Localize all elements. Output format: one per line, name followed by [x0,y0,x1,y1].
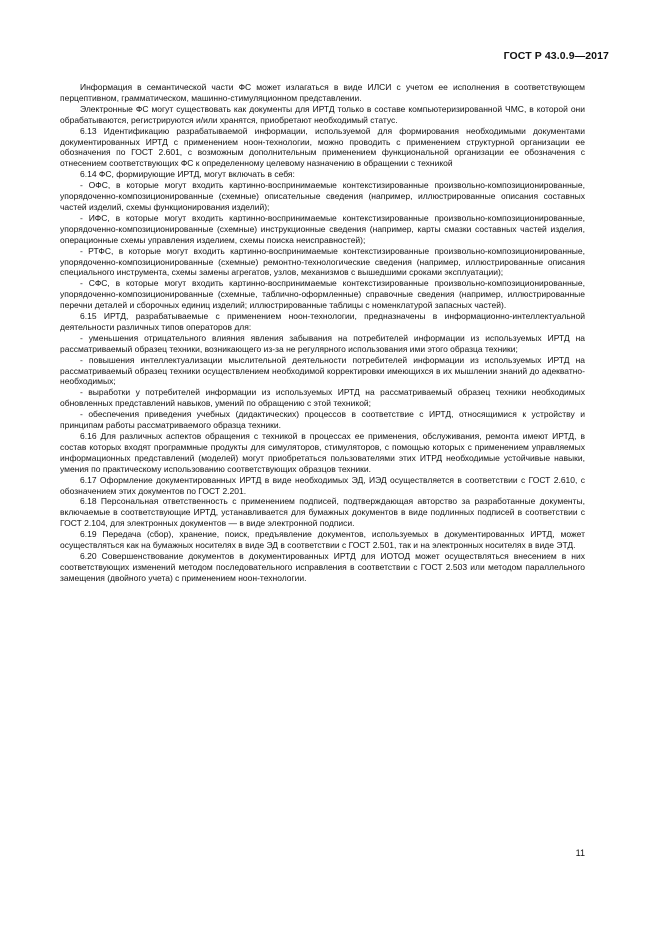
list-item: - уменьшения отрицательного влияния явления забывания на потребителей информации из используемых ИРТД на рассматриваемый образец техники, возникающего из-за не регулярного использования ими этого образца техники; [60,332,585,354]
document-body [60,82,585,584]
standard-header: ГОСТ Р 43.0.9—2017 [503,50,609,62]
section-6-13: 6.13 Идентификацию разрабатываемой информации, используемой для формирования необходимыми документами документированных ИРТД с применением ноон-технологии, можно проводить с применением структурной организации ее обозначения по ГОСТ 2.601, с возможным дополнительным применением функциональной организации ее обозначения с отнесением соответствующих ФС к определенному целевому назначению в обращении с техникой [60,125,585,169]
list-item-rtfs: - РТФС, в которые могут входить картинно-воспринимаемые контекстизированные произвольно-композиционированные, упорядоченно-композиционированные (схемные) ремонтно-технологические сведения (например, иллюстрированные описания специального инструмента, схемы замены агрегатов, узлов, механизмов с вышедшими сроками эксплуатации); [60,245,585,278]
list-item-ifs: - ИФС, в которые могут входить картинно-воспринимаемые контекстизированные произвольно-композиционированные, упорядоченно-композиционированные (схемные) инструкционные сведения (например, карты смазки составных частей изделия, операционные схемы управления изделием, схемы поиска неисправностей); [60,212,585,245]
section-6-16: 6.16 Для различных аспектов обращения с техникой в процессах ее применения, обслуживания, ремонта имеют ИРТД, в состав которых входят программные продукты для симуляторов, стимуляторов, с помощью которых с применением управляемых информационных представлений (моделей) могут приобретаться пользователями этих ИТРД необходимые устойчивые навыки, умения по практическому использованию соответствующих образцов техники. [60,431,585,474]
section-6-18: 6.18 Персональная ответственность с применением подписей, подтверждающая авторство за разработанные документы, включаемые в соответствующие ИРТД, устанавливается для бумажных документов в виде подлинных подписей в соответствии с ГОСТ 2.104, для электронных документов — в виде электронной подписи. [60,496,585,529]
page-number: 11 [575,848,585,858]
list-item: - повышения интеллектуализации мыслительной деятельности потребителей информации из используемых ИРТД на рассматриваемый образец техники осуществлением необходимой корректировки имеющихся в их мышлении знаний до адекватно-необходимых; [60,354,585,387]
section-6-17: 6.17 Оформление документированных ИРТД в виде необходимых ЭД, ИЭД осуществляется в соответствии с ГОСТ 2.610, с обозначением этих документов по ГОСТ 2.201. [60,474,585,496]
section-6-20: 6.20 Совершенствование документов в документированных ИРТД для ИОТОД может осуществляться внесением в них соответствующих изменений методом последовательного исправления в соответствии с ГОСТ 2.503 или методом параллельного замещения (двойного учета) с применением ноон-технологии. [60,550,585,583]
list-item: - обеспечения приведения учебных (дидактических) процессов в соответствие с ИРТД, относящимися к устройству и принципам работы рассматриваемого образца техники. [60,409,585,431]
paragraph: Информация в семантической части ФС может излагаться в виде ИЛСИ с учетом ее исполнения в соответствующем перцептивном, грамматическом, машинно-стимуляционном представлении. [60,82,585,103]
section-6-14: 6.14 ФС, формирующие ИРТД, могут включать в себя: [80,169,295,180]
list-item: - выработки у потребителей информации из используемых ИРТД на рассматриваемый образец техники необходимых обновленных представлений навыков, умений по обращению с этой техникой; [60,387,585,409]
section-6-15: 6.15 ИРТД, разрабатываемые с применением ноон-технологии, предназначены в информационно-интеллектуальной деятельности различных типов операторов для: [60,311,585,332]
section-6-19: 6.19 Передача (сбор), хранение, поиск, предъявление документов, используемых в документированных ИРТД, может осуществляться как на бумажных носителях в виде ЭД в соответствии с ГОСТ 2.501, так и на электронных носителях в виде ЭТД. [60,529,585,551]
list-item-sfs: - СФС, в которые могут входить картинно-воспринимаемые контекстизированные произвольно-композиционированные, упорядоченно-композиционированные (схемные, таблично-оформленные) справочные сведения (например, иллюстрированные перечни деталей и сборочных единиц изделий; иллюстрированные таблицы с номенклатурой запасных частей). [60,278,585,311]
list-item-ofs: - ОФС, в которые могут входить картинно-воспринимаемые контекстизированные произвольно-композиционированные, упорядоченно-композиционированные (схемные) описательные сведения (например, иллюстрированные описания составных частей изделий, схемы функционирования изделий); [60,180,585,212]
paragraph: Электронные ФС могут существовать как документы для ИРТД только в составе компьютеризированной ЧМС, в которой они обрабатываются, регистрируются и/или хранятся, приобретают необходимый статус. [60,103,585,125]
